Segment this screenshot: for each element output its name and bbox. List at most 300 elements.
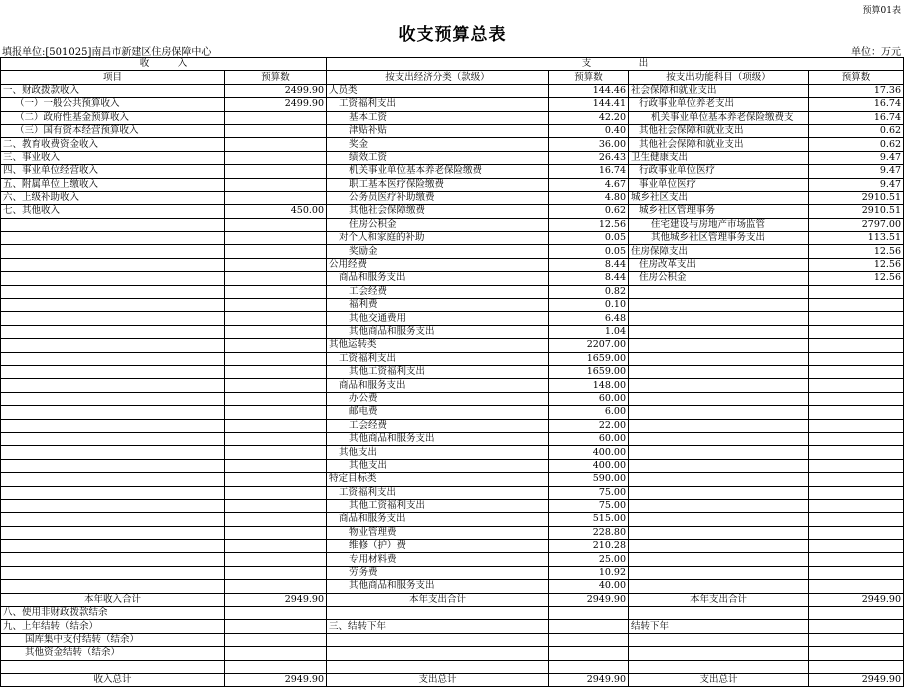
economic-item-cell: 劳务费 (327, 566, 549, 579)
income-budget-cell (225, 365, 327, 378)
table-row (1, 473, 904, 486)
income-item-cell (1, 258, 225, 271)
economic-item-cell: 其他商品和服务支出 (327, 580, 549, 593)
economic-item-cell: 专用材料费 (327, 553, 549, 566)
col-header-functional: 按支出功能科目（项级） (629, 71, 809, 84)
economic-item-cell: 奖金 (327, 138, 549, 151)
table-row (1, 124, 904, 137)
economic-item-cell: 办公费 (327, 392, 549, 405)
functional-item-cell: 其他社会保障和就业支出 (629, 124, 809, 137)
table-row (1, 285, 904, 298)
functional-item-cell: 住房保障支出 (629, 245, 809, 258)
functional-budget-cell (809, 339, 904, 352)
income-budget-cell (225, 232, 327, 245)
table-row (1, 365, 904, 378)
table-row (1, 673, 904, 686)
income-item-cell: 二、教育收费资金收入 (1, 138, 225, 151)
economic-item-cell: 本年支出合计 (327, 593, 549, 606)
functional-item-cell (629, 540, 809, 553)
economic-item-cell (327, 607, 549, 620)
income-item-cell: 收入总计 (1, 673, 225, 686)
economic-budget-cell: 0.40 (549, 124, 629, 137)
economic-budget-cell: 228.80 (549, 526, 629, 539)
functional-item-cell (629, 312, 809, 325)
income-item-cell: 九、上年结转（结余） (1, 620, 225, 633)
income-budget-cell (225, 633, 327, 646)
functional-budget-cell (809, 526, 904, 539)
functional-budget-cell (809, 553, 904, 566)
economic-item-cell: 特定目标类 (327, 473, 549, 486)
table-row (1, 526, 904, 539)
income-budget-cell (225, 178, 327, 191)
table-row (1, 406, 904, 419)
functional-item-cell: 住房改革支出 (629, 258, 809, 271)
table-row (1, 459, 904, 472)
income-item-cell: （一）一般公共预算收入 (1, 98, 225, 111)
economic-budget-cell: 4.80 (549, 191, 629, 204)
economic-item-cell: 其他工资福利支出 (327, 499, 549, 512)
income-budget-cell (225, 473, 327, 486)
functional-budget-cell (809, 566, 904, 579)
income-budget-cell (225, 124, 327, 137)
functional-budget-cell (809, 540, 904, 553)
economic-item-cell: 邮电费 (327, 406, 549, 419)
economic-item-cell: 工资福利支出 (327, 486, 549, 499)
income-item-cell (1, 540, 225, 553)
economic-item-cell: 物业管理费 (327, 526, 549, 539)
functional-item-cell: 支出总计 (629, 673, 809, 686)
functional-item-cell (629, 513, 809, 526)
economic-budget-cell: 0.05 (549, 245, 629, 258)
income-budget-cell (225, 553, 327, 566)
functional-item-cell: 卫生健康支出 (629, 151, 809, 164)
economic-item-cell (327, 647, 549, 660)
economic-item-cell: 三、结转下年 (327, 620, 549, 633)
income-item-cell: 国库集中支付结转（结余） (1, 633, 225, 646)
table-row (1, 660, 904, 673)
functional-budget-cell: 2949.90 (809, 673, 904, 686)
economic-budget-cell: 60.00 (549, 392, 629, 405)
functional-item-cell: 社会保障和就业支出 (629, 84, 809, 97)
functional-budget-cell (809, 647, 904, 660)
functional-budget-cell: 9.47 (809, 151, 904, 164)
functional-budget-cell: 9.47 (809, 165, 904, 178)
income-budget-cell (225, 660, 327, 673)
income-budget-cell (225, 432, 327, 445)
functional-budget-cell (809, 499, 904, 512)
functional-item-cell (629, 486, 809, 499)
income-item-cell (1, 499, 225, 512)
functional-budget-cell (809, 392, 904, 405)
table-row (1, 446, 904, 459)
functional-item-cell (629, 285, 809, 298)
functional-budget-cell (809, 620, 904, 633)
functional-budget-cell (809, 365, 904, 378)
income-budget-cell (225, 580, 327, 593)
table-row (1, 432, 904, 445)
economic-item-cell: 职工基本医疗保险缴费 (327, 178, 549, 191)
economic-item-cell: 津贴补贴 (327, 124, 549, 137)
income-budget-cell (225, 419, 327, 432)
income-budget-cell: 450.00 (225, 205, 327, 218)
income-budget-cell (225, 526, 327, 539)
income-budget-cell (225, 486, 327, 499)
functional-item-cell (629, 459, 809, 472)
table-row (1, 98, 904, 111)
income-item-cell: （三）国有资本经营预算收入 (1, 124, 225, 137)
functional-item-cell (629, 607, 809, 620)
economic-item-cell: 工资福利支出 (327, 98, 549, 111)
table-row (1, 232, 904, 245)
functional-item-cell: 城乡社区管理事务 (629, 205, 809, 218)
table-row (1, 325, 904, 338)
economic-budget-cell: 0.05 (549, 232, 629, 245)
income-group-header: 收 入 (1, 58, 327, 71)
economic-item-cell: 商品和服务支出 (327, 272, 549, 285)
economic-item-cell: 其他工资福利支出 (327, 365, 549, 378)
col-header-item: 项目 (1, 71, 225, 84)
income-item-cell (1, 365, 225, 378)
table-row (1, 245, 904, 258)
budget-table-body (1, 58, 904, 687)
income-item-cell (1, 660, 225, 673)
functional-budget-cell (809, 513, 904, 526)
economic-budget-cell: 1.04 (549, 325, 629, 338)
functional-budget-cell (809, 446, 904, 459)
col-header-budget-functional: 预算数 (809, 71, 904, 84)
income-budget-cell (225, 312, 327, 325)
economic-item-cell: 对个人和家庭的补助 (327, 232, 549, 245)
col-header-budget-economic: 预算数 (549, 71, 629, 84)
table-row (1, 299, 904, 312)
economic-item-cell: 其他支出 (327, 446, 549, 459)
income-budget-cell (225, 299, 327, 312)
table-row (1, 178, 904, 191)
currency-unit: 单位：万元 (851, 47, 901, 58)
economic-budget-cell: 144.41 (549, 98, 629, 111)
economic-item-cell: 公务员医疗补助缴费 (327, 191, 549, 204)
economic-item-cell: 福利费 (327, 299, 549, 312)
functional-budget-cell: 12.56 (809, 258, 904, 271)
economic-item-cell: 其他支出 (327, 459, 549, 472)
economic-item-cell: 公用经费 (327, 258, 549, 271)
table-row (1, 566, 904, 579)
functional-item-cell (629, 499, 809, 512)
functional-budget-cell: 16.74 (809, 111, 904, 124)
economic-budget-cell (549, 647, 629, 660)
economic-budget-cell: 75.00 (549, 499, 629, 512)
economic-item-cell: 工会经费 (327, 419, 549, 432)
economic-budget-cell: 400.00 (549, 446, 629, 459)
income-budget-cell (225, 272, 327, 285)
economic-item-cell: 基本工资 (327, 111, 549, 124)
functional-item-cell (629, 526, 809, 539)
income-budget-cell (225, 325, 327, 338)
income-item-cell: 五、附属单位上缴收入 (1, 178, 225, 191)
economic-item-cell (327, 633, 549, 646)
functional-budget-cell (809, 607, 904, 620)
economic-budget-cell: 6.00 (549, 406, 629, 419)
table-row (1, 580, 904, 593)
economic-item-cell: 其他运转类 (327, 339, 549, 352)
economic-item-cell: 其他商品和服务支出 (327, 432, 549, 445)
income-budget-cell (225, 540, 327, 553)
functional-item-cell: 其他社会保障和就业支出 (629, 138, 809, 151)
economic-item-cell: 其他社会保障缴费 (327, 205, 549, 218)
income-item-cell: （二）政府性基金预算收入 (1, 111, 225, 124)
functional-item-cell (629, 419, 809, 432)
functional-budget-cell (809, 473, 904, 486)
income-budget-cell (225, 459, 327, 472)
income-item-cell (1, 526, 225, 539)
income-item-cell: 本年收入合计 (1, 593, 225, 606)
economic-item-cell: 其他商品和服务支出 (327, 325, 549, 338)
income-budget-cell: 2949.90 (225, 673, 327, 686)
functional-budget-cell: 2910.51 (809, 205, 904, 218)
reporting-unit: 填报单位:[501025]南昌市新建区住房保障中心 (2, 47, 212, 58)
col-header-economic: 按支出经济分类（款级） (327, 71, 549, 84)
functional-budget-cell (809, 406, 904, 419)
functional-budget-cell: 16.74 (809, 98, 904, 111)
income-budget-cell: 2499.90 (225, 98, 327, 111)
functional-budget-cell (809, 379, 904, 392)
table-row (1, 84, 904, 97)
functional-item-cell: 行政事业单位养老支出 (629, 98, 809, 111)
economic-budget-cell: 210.28 (549, 540, 629, 553)
income-item-cell (1, 312, 225, 325)
budget-table (0, 57, 904, 687)
functional-item-cell (629, 647, 809, 660)
table-row (1, 352, 904, 365)
income-item-cell: 七、其他收入 (1, 205, 225, 218)
functional-item-cell: 机关事业单位基本养老保险缴费支 (629, 111, 809, 124)
income-budget-cell (225, 151, 327, 164)
economic-budget-cell: 400.00 (549, 459, 629, 472)
table-row (1, 138, 904, 151)
income-item-cell: 三、事业收入 (1, 151, 225, 164)
header-row-columns (1, 71, 904, 84)
income-item-cell (1, 352, 225, 365)
economic-item-cell: 维修（护）费 (327, 540, 549, 553)
income-budget-cell (225, 392, 327, 405)
income-budget-cell (225, 607, 327, 620)
functional-budget-cell: 9.47 (809, 178, 904, 191)
income-budget-cell (225, 218, 327, 231)
functional-budget-cell (809, 660, 904, 673)
functional-item-cell (629, 339, 809, 352)
functional-budget-cell: 17.36 (809, 84, 904, 97)
economic-budget-cell: 1659.00 (549, 365, 629, 378)
table-row (1, 165, 904, 178)
income-item-cell (1, 218, 225, 231)
functional-item-cell (629, 299, 809, 312)
economic-budget-cell: 2207.00 (549, 339, 629, 352)
functional-budget-cell: 12.56 (809, 245, 904, 258)
income-item-cell (1, 299, 225, 312)
functional-item-cell: 城乡社区支出 (629, 191, 809, 204)
economic-budget-cell (549, 660, 629, 673)
table-row (1, 111, 904, 124)
economic-budget-cell (549, 620, 629, 633)
economic-item-cell: 支出总计 (327, 673, 549, 686)
functional-item-cell: 其他城乡社区管理事务支出 (629, 232, 809, 245)
economic-item-cell: 其他交通费用 (327, 312, 549, 325)
income-item-cell (1, 272, 225, 285)
table-row (1, 339, 904, 352)
income-item-cell (1, 419, 225, 432)
functional-budget-cell: 2910.51 (809, 191, 904, 204)
economic-budget-cell: 8.44 (549, 258, 629, 271)
functional-budget-cell (809, 419, 904, 432)
functional-item-cell (629, 365, 809, 378)
functional-item-cell (629, 473, 809, 486)
functional-budget-cell (809, 325, 904, 338)
income-item-cell: 一、财政拨款收入 (1, 84, 225, 97)
table-row (1, 392, 904, 405)
economic-budget-cell: 144.46 (549, 84, 629, 97)
economic-budget-cell: 1659.00 (549, 352, 629, 365)
income-item-cell: 四、事业单位经营收入 (1, 165, 225, 178)
income-item-cell: 八、使用非财政拨款结余 (1, 607, 225, 620)
functional-budget-cell (809, 312, 904, 325)
income-budget-cell (225, 379, 327, 392)
income-budget-cell (225, 339, 327, 352)
economic-budget-cell: 515.00 (549, 513, 629, 526)
economic-item-cell: 工会经费 (327, 285, 549, 298)
functional-item-cell: 住宅建设与房地产市场监管 (629, 218, 809, 231)
economic-budget-cell: 42.20 (549, 111, 629, 124)
functional-item-cell (629, 379, 809, 392)
functional-budget-cell (809, 285, 904, 298)
economic-item-cell: 商品和服务支出 (327, 379, 549, 392)
functional-item-cell (629, 580, 809, 593)
functional-budget-cell (809, 459, 904, 472)
functional-item-cell (629, 432, 809, 445)
table-row (1, 218, 904, 231)
income-item-cell (1, 406, 225, 419)
income-budget-cell (225, 620, 327, 633)
functional-budget-cell (809, 486, 904, 499)
table-row (1, 553, 904, 566)
economic-budget-cell: 75.00 (549, 486, 629, 499)
economic-budget-cell: 6.48 (549, 312, 629, 325)
functional-budget-cell (809, 352, 904, 365)
income-budget-cell: 2499.90 (225, 84, 327, 97)
functional-item-cell (629, 446, 809, 459)
functional-budget-cell: 0.62 (809, 124, 904, 137)
economic-item-cell: 工资福利支出 (327, 352, 549, 365)
economic-budget-cell: 12.56 (549, 218, 629, 231)
economic-item-cell: 奖励金 (327, 245, 549, 258)
income-item-cell (1, 513, 225, 526)
functional-budget-cell (809, 633, 904, 646)
income-item-cell (1, 473, 225, 486)
table-row (1, 205, 904, 218)
income-budget-cell (225, 352, 327, 365)
economic-item-cell: 机关事业单位基本养老保险缴费 (327, 165, 549, 178)
economic-budget-cell: 8.44 (549, 272, 629, 285)
col-header-budget-income: 预算数 (225, 71, 327, 84)
income-item-cell (1, 486, 225, 499)
income-item-cell: 其他资金结转（结余） (1, 647, 225, 660)
income-item-cell (1, 459, 225, 472)
economic-budget-cell: 16.74 (549, 165, 629, 178)
income-budget-cell: 2949.90 (225, 593, 327, 606)
income-budget-cell (225, 245, 327, 258)
income-budget-cell (225, 165, 327, 178)
functional-item-cell: 住房公积金 (629, 272, 809, 285)
functional-budget-cell: 113.51 (809, 232, 904, 245)
table-row (1, 272, 904, 285)
functional-item-cell (629, 392, 809, 405)
functional-item-cell: 事业单位医疗 (629, 178, 809, 191)
economic-budget-cell: 0.82 (549, 285, 629, 298)
income-item-cell (1, 446, 225, 459)
functional-budget-cell: 0.62 (809, 138, 904, 151)
economic-budget-cell: 2949.90 (549, 593, 629, 606)
economic-budget-cell (549, 607, 629, 620)
table-row (1, 593, 904, 606)
economic-budget-cell: 590.00 (549, 473, 629, 486)
economic-item-cell: 人员类 (327, 84, 549, 97)
table-row (1, 312, 904, 325)
income-item-cell: 六、上级补助收入 (1, 191, 225, 204)
income-budget-cell (225, 111, 327, 124)
income-item-cell (1, 325, 225, 338)
economic-budget-cell: 0.10 (549, 299, 629, 312)
income-item-cell (1, 392, 225, 405)
table-row (1, 151, 904, 164)
income-budget-cell (225, 566, 327, 579)
table-row (1, 540, 904, 553)
table-row (1, 499, 904, 512)
income-item-cell (1, 285, 225, 298)
economic-budget-cell: 60.00 (549, 432, 629, 445)
economic-item-cell: 商品和服务支出 (327, 513, 549, 526)
functional-item-cell: 行政事业单位医疗 (629, 165, 809, 178)
functional-item-cell: 本年支出合计 (629, 593, 809, 606)
functional-item-cell (629, 660, 809, 673)
functional-budget-cell (809, 299, 904, 312)
header-row-groups (1, 58, 904, 71)
economic-item-cell: 绩效工资 (327, 151, 549, 164)
functional-item-cell (629, 566, 809, 579)
income-budget-cell (225, 138, 327, 151)
functional-budget-cell (809, 432, 904, 445)
table-row (1, 513, 904, 526)
income-budget-cell (225, 258, 327, 271)
page-title: 收支预算总表 (398, 25, 507, 45)
income-budget-cell (225, 499, 327, 512)
economic-budget-cell: 26.43 (549, 151, 629, 164)
economic-item-cell (327, 660, 549, 673)
income-item-cell (1, 566, 225, 579)
table-row (1, 620, 904, 633)
functional-budget-cell: 2797.00 (809, 218, 904, 231)
economic-item-cell: 住房公积金 (327, 218, 549, 231)
economic-budget-cell: 0.62 (549, 205, 629, 218)
income-item-cell (1, 432, 225, 445)
functional-item-cell (629, 352, 809, 365)
economic-budget-cell: 148.00 (549, 379, 629, 392)
functional-item-cell (629, 325, 809, 338)
income-budget-cell (225, 647, 327, 660)
form-code: 预算01表 (862, 6, 901, 16)
table-row (1, 419, 904, 432)
economic-budget-cell: 22.00 (549, 419, 629, 432)
income-budget-cell (225, 285, 327, 298)
table-row (1, 607, 904, 620)
